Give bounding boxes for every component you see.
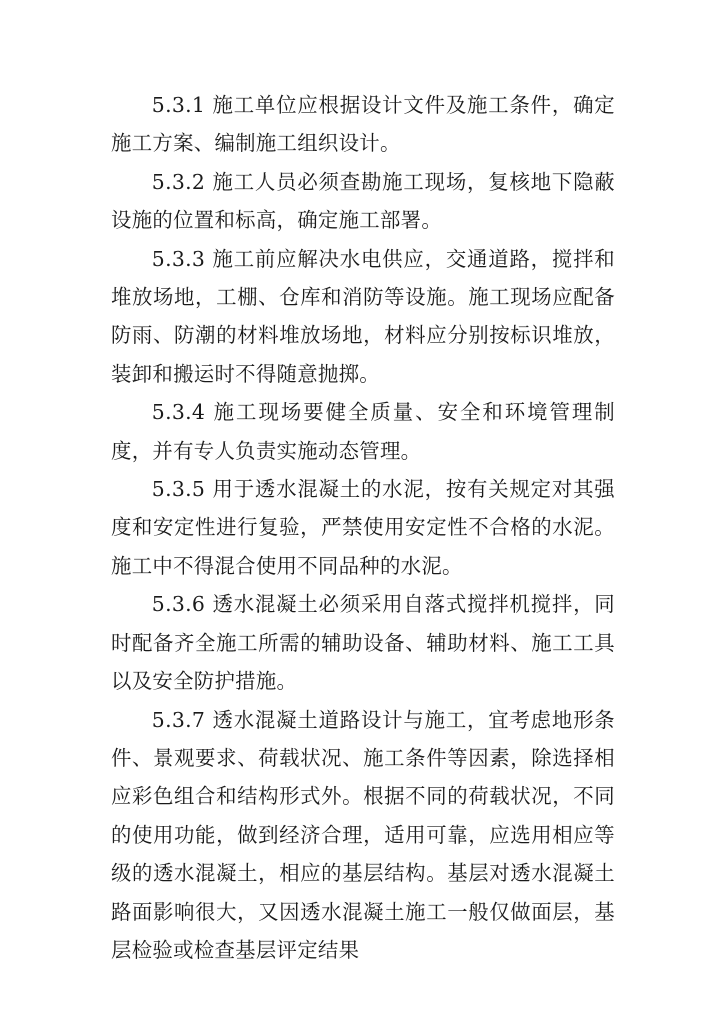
paragraph-5-3-6: 5.3.6 透水混凝土必须采用自落式搅拌机搅拌，同时配备齐全施工所需的辅助设备、辅助材料、施工工具以及安全防护措施。 (111, 592, 615, 694)
document-body (111, 86, 615, 969)
paragraph-5-3-4: 5.3.4 施工现场要健全质量、安全和环境管理制度，并有专人负责实施动态管理。 (111, 400, 615, 463)
paragraph-5-3-7: 5.3.7 透水混凝土道路设计与施工，宜考虑地形条件、景观要求、荷载状况、施工条件等因素，除选择相应彩色组合和结构形式外。根据不同的荷载状况，不同的使用功能，做到经济合理，适用可靠，应选用相应等级的透水混凝土，相应的基层结构。基层对透水混凝土路面影响很大，又因透水混凝土施工一般仅做面层，基层检验或检查基层评定结果 (111, 707, 615, 962)
paragraph-5-3-1: 5.3.1 施工单位应根据设计文件及施工条件，确定施工方案、编制施工组织设计。 (111, 93, 615, 156)
paragraph-5-3-5: 5.3.5 用于透水混凝土的水泥，按有关规定对其强度和安定性进行复验，严禁使用安定性不合格的水泥。施工中不得混合使用不同品种的水泥。 (111, 477, 615, 578)
paragraph-5-3-2: 5.3.2 施工人员必须查勘施工现场，复核地下隐蔽设施的位置和标高，确定施工部署。 (111, 169, 615, 233)
paragraph-5-3-3: 5.3.3 施工前应解决水电供应，交通道路，搅拌和堆放场地，工棚、仓库和消防等设施。施工现场应配备防雨、防潮的材料堆放场地，材料应分别按标识堆放，装卸和搬运时不得随意抛掷。 (111, 246, 615, 386)
